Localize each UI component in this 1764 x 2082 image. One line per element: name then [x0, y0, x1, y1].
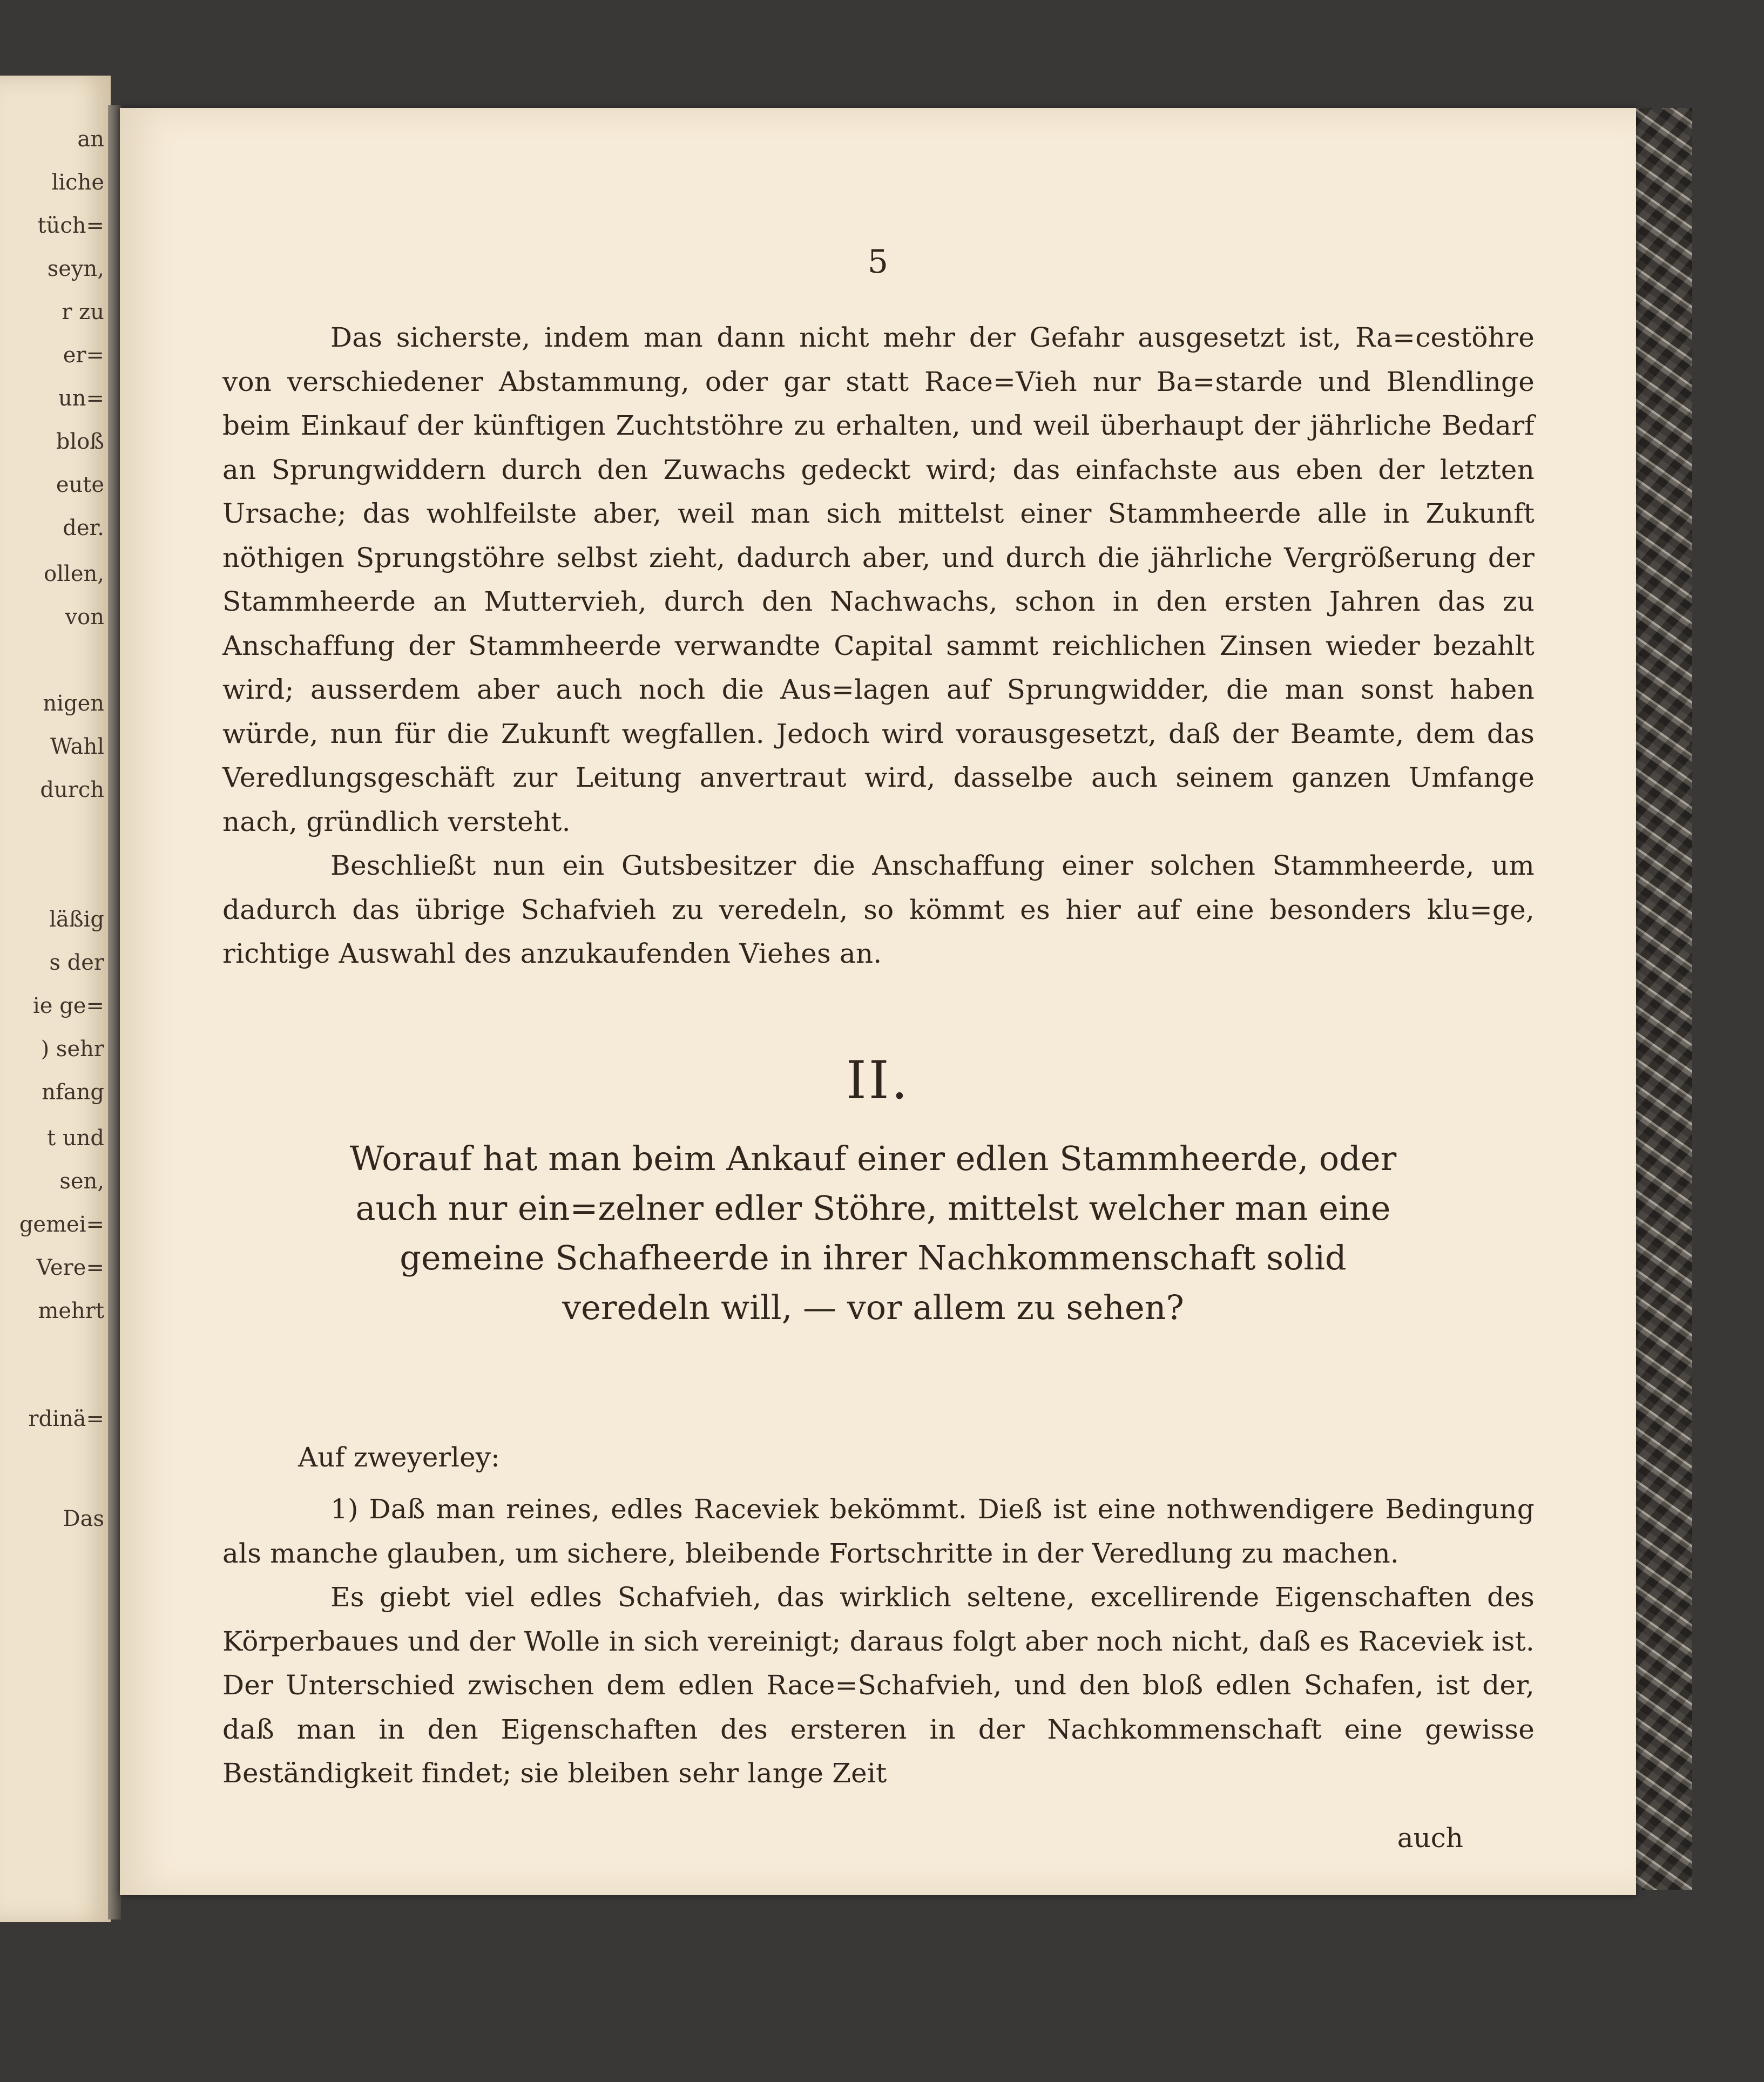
point-1: 1) Daß man reines, edles Raceviek bekömmt. Dieß ist eine nothwendigere Bedingung als manche glauben, um sichere, bleibende Fortschritte in der Veredlung zu machen. [222, 1493, 1535, 1569]
left-fragment: er= [63, 343, 104, 368]
intro-line: Auf zweyerley: [298, 1442, 500, 1473]
left-page-edge [0, 76, 111, 1922]
paragraph-2: Beschließt nun ein Gutsbesitzer die Anschaffung einer solchen Stammheerde, um dadurch das übrige Schafvieh zu veredeln, so kömmt es hier auf eine besonders klu=ge, richtige Auswahl des anzukaufenden Viehes an. [222, 850, 1535, 969]
section-number: II. [846, 1050, 910, 1111]
left-fragment: un= [58, 386, 104, 411]
book-page [120, 108, 1636, 1895]
left-fragment: ie ge= [33, 993, 104, 1018]
left-fragment: t und [47, 1126, 104, 1151]
left-fragment: Das [63, 1506, 104, 1531]
section-question: Worauf hat man beim Ankauf einer edlen Stammheerde, oder auch nur ein=zelner edler Stöhre, mittelst welcher man eine gemeine Schafheerde in ihrer Nachkommenschaft solid veredeln will, — vor allem zu sehen? [349, 1139, 1397, 1327]
left-fragment: bloß [56, 429, 104, 454]
left-fragment: tüch= [37, 213, 104, 238]
left-fragment: mehrt [38, 1299, 104, 1323]
left-fragment: ollen, [44, 562, 104, 586]
left-fragment: r zu [62, 300, 104, 325]
left-fragment: sen, [59, 1169, 104, 1194]
left-fragment: Vere= [36, 1255, 104, 1280]
left-fragment: von [65, 605, 104, 630]
left-fragment: an [77, 127, 104, 152]
left-fragment: der. [63, 516, 104, 540]
left-fragment: nigen [43, 691, 104, 716]
left-fragment: s der [49, 950, 104, 975]
left-fragment: rdinä= [28, 1407, 104, 1431]
book-gutter [108, 105, 121, 1919]
left-fragment: ) sehr [40, 1037, 104, 1062]
paragraph-3: Es giebt viel edles Schafvieh, das wirklich seltene, excellirende Eigenschaften des Körperbaues und der Wolle in sich vereinigt; daraus folgt aber noch nicht, daß es Raceviek ist. Der Unterschied zwischen dem edlen Race=Schafvieh, und den bloß edlen Schafen, ist der, daß man in den Eigenschaften des ersteren in der Nachkommenschaft eine gewisse Beständigkeit findet; sie bleiben sehr lange Zeit [222, 1581, 1535, 1789]
left-fragment: läßig [49, 907, 104, 932]
left-fragment: gemei= [19, 1212, 104, 1237]
marbled-cover-edge [1631, 108, 1692, 1890]
left-fragment: liche [51, 170, 104, 195]
main-text-upper [222, 316, 1535, 976]
catchword: auch [1397, 1822, 1463, 1854]
left-fragment: nfang [42, 1080, 104, 1105]
left-fragment: eute [56, 472, 104, 497]
main-text-lower [222, 1488, 1535, 1796]
left-fragment: Wahl [50, 734, 104, 759]
left-fragment: durch [40, 778, 104, 802]
page-number: 5 [867, 243, 889, 281]
paragraph-1: Das sicherste, indem man dann nicht mehr der Gefahr ausgesetzt ist, Ra=cestöhre von verschiedener Abstammung, oder gar statt Race=Vieh nur Ba=starde und Blendlinge beim Einkauf der künftigen Zuchtstöhre zu erhalten, und weil überhaupt der jährliche Bedarf an Sprungwiddern durch den Zuwachs gedeckt wird; das einfachste aus eben der letzten Ursache; das wohlfeilste aber, weil man sich mittelst einer Stammheerde alle in Zukunft nöthigen Sprungstöhre selbst zieht, dadurch aber, und durch die jährliche Vergrößerung der Stammheerde an Muttervieh, durch den Nachwachs, schon in den ersten Jahren das zu Anschaffung der Stammheerde verwandte Capital sammt reichlichen Zinsen wieder bezahlt wird; ausserdem aber auch noch die Aus=lagen auf Sprungwidder, die man sonst haben würde, nun für die Zukunft wegfallen. Jedoch wird vorausgesetzt, daß der Beamte, dem das Veredlungsgeschäft zur Leitung anvertraut wird, dasselbe auch seinem ganzen Umfange nach, gründlich versteht. [222, 322, 1535, 837]
left-fragment: seyn, [47, 256, 104, 281]
